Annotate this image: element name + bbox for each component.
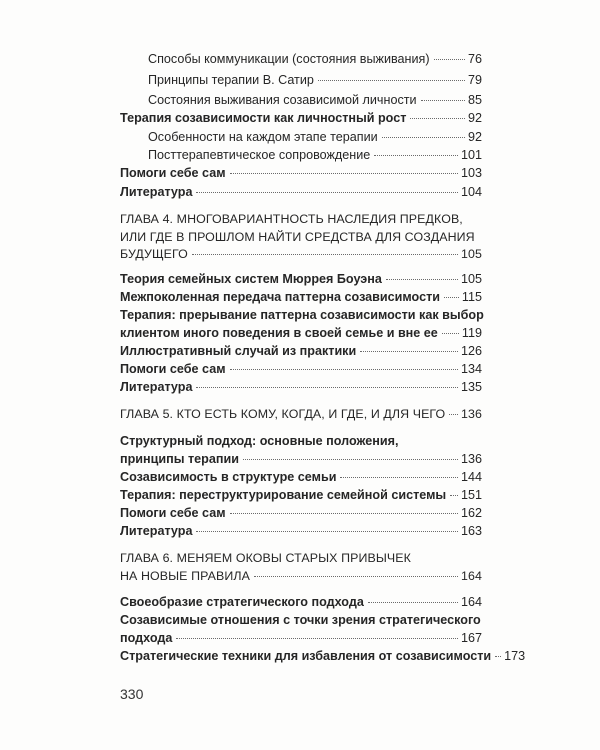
dot-leader — [421, 100, 465, 101]
toc-entry-title: Помоги себе сам — [120, 362, 226, 376]
toc-entry-page: 76 — [467, 52, 482, 66]
dot-leader — [442, 333, 459, 334]
dot-leader — [196, 531, 458, 532]
chapter-title — [120, 567, 482, 585]
toc-entry-page: 126 — [460, 344, 482, 358]
dot-leader — [386, 279, 458, 280]
toc-entry-title: Помоги себе сам — [120, 506, 226, 520]
toc-entry — [120, 183, 482, 201]
toc-entry-page: 162 — [460, 506, 482, 520]
toc-entry-title: клиентом иного поведения в своей семье и вне ее — [120, 326, 438, 340]
toc-entry — [120, 468, 482, 486]
chapter-title-text: ГЛАВА 5. КТО ЕСТЬ КОМУ, КОГДА, И ГДЕ, И ДЛЯ ЧЕГО — [120, 407, 446, 421]
toc-entry — [148, 91, 482, 109]
toc-entry-title: Созависимые отношения с точки зрения стратегического — [120, 613, 481, 627]
toc-entry — [120, 164, 482, 182]
toc-entry-page: 163 — [460, 524, 482, 538]
dot-leader — [434, 59, 465, 60]
toc-entry-title: Литература — [120, 380, 193, 394]
toc-entry-page: 135 — [460, 380, 482, 394]
dot-leader — [340, 477, 458, 478]
dot-leader — [230, 369, 458, 370]
toc-entry-title: Помоги себе сам — [120, 166, 226, 180]
dot-leader — [444, 297, 459, 298]
dot-leader — [176, 638, 458, 639]
dot-leader — [368, 602, 458, 603]
toc-entry — [120, 342, 482, 360]
page-number: 330 — [120, 686, 144, 702]
dot-leader — [196, 387, 458, 388]
toc-entry — [120, 522, 482, 540]
toc-entry-page: 103 — [460, 166, 482, 180]
toc-entry-page: 167 — [460, 631, 482, 645]
toc-entry-page: 85 — [467, 93, 482, 107]
toc-entry-page: 92 — [467, 111, 482, 125]
chapter-title-text: БУДУЩЕГО — [120, 247, 188, 261]
toc-entry-title: Посттерапевтическое сопровождение — [148, 148, 371, 162]
toc-entry — [148, 128, 482, 146]
dot-leader — [382, 137, 465, 138]
toc-entry — [148, 50, 482, 68]
toc-entry-page: 164 — [460, 595, 482, 609]
dot-leader — [449, 414, 458, 415]
toc-entry — [120, 324, 482, 342]
dot-leader — [374, 155, 458, 156]
toc-entry-title: принципы терапии — [120, 452, 239, 466]
toc-entry-title: подхода — [120, 631, 173, 645]
toc-entry-title: Теория семейных систем Мюррея Боуэна — [120, 272, 382, 286]
toc-entry-page: 115 — [461, 290, 482, 304]
dot-leader — [495, 656, 501, 657]
dot-leader — [254, 576, 458, 577]
chapter-page: 164 — [461, 569, 482, 583]
toc-entry-page: 104 — [460, 185, 482, 199]
toc-entry — [120, 486, 482, 504]
toc-entry-page: 105 — [460, 272, 482, 286]
toc-entry-title: Принципы терапии В. Сатир — [148, 73, 314, 87]
toc-entry-page: 134 — [460, 362, 482, 376]
chapter-title-text: НА НОВЫЕ ПРАВИЛА — [120, 569, 250, 583]
toc-entry-page: 92 — [467, 130, 482, 144]
toc-entry-title: Межпоколенная передача паттерна созависимости — [120, 290, 440, 304]
chapter-title — [120, 245, 482, 263]
toc-entry-title: Состояния выживания созависимой личности — [148, 93, 417, 107]
dot-leader — [230, 513, 458, 514]
toc-entry-page: 151 — [460, 488, 482, 502]
toc-entry — [120, 378, 482, 396]
toc-entry-title: Особенности на каждом этапе терапии — [148, 130, 378, 144]
toc-entry-page: 79 — [467, 73, 482, 87]
toc-entry-title: Терапия: переструктурирование семейной системы — [120, 488, 447, 502]
dot-leader — [360, 351, 458, 352]
dot-leader — [318, 80, 465, 81]
toc-entry-title: Стратегические техники для избавления от созависимости — [120, 649, 492, 663]
toc-entry-title: Способы коммуникации (состояния выживания) — [148, 52, 430, 66]
dot-leader — [196, 192, 458, 193]
toc-entry — [120, 270, 482, 288]
toc-entry — [120, 647, 526, 665]
chapter-page: 105 — [461, 247, 482, 261]
toc-entry-title: Созависимость в структуре семьи — [120, 470, 337, 484]
toc-entry — [120, 450, 482, 468]
toc-entry — [120, 504, 482, 522]
toc-entry-title: Литература — [120, 185, 193, 199]
toc-entry — [120, 288, 482, 306]
toc-entry-page: 144 — [460, 470, 482, 484]
dot-leader — [450, 495, 458, 496]
toc-entry-title: Терапия: прерывание паттерна созависимости как выбор — [120, 308, 484, 322]
toc-entry-title: Структурный подход: основные положения, — [120, 434, 399, 448]
toc-entry-page: 101 — [460, 148, 482, 162]
chapter-title: ИЛИ ГДЕ В ПРОШЛОМ НАЙТИ СРЕДСТВА ДЛЯ СОЗДАНИЯ — [120, 230, 475, 244]
toc-entry — [148, 146, 482, 164]
dot-leader — [243, 459, 458, 460]
toc-entry — [120, 629, 482, 647]
toc-entry — [148, 71, 482, 89]
toc-entry-page: 136 — [460, 452, 482, 466]
dot-leader — [230, 173, 458, 174]
chapter-page: 136 — [461, 407, 482, 421]
chapter-title — [120, 405, 482, 423]
toc-entry-title: Иллюстративный случай из практики — [120, 344, 357, 358]
dot-leader — [192, 254, 458, 255]
chapter-title: ГЛАВА 6. МЕНЯЕМ ОКОВЫ СТАРЫХ ПРИВЫЧЕК — [120, 551, 411, 565]
toc-entry-page: 119 — [461, 326, 482, 340]
chapter-title: ГЛАВА 4. МНОГОВАРИАНТНОСТЬ НАСЛЕДИЯ ПРЕДКОВ, — [120, 212, 463, 226]
toc-entry-page: 173 — [504, 649, 526, 663]
dot-leader — [410, 118, 465, 119]
toc-entry-title: Терапия созависимости как личностный рост — [120, 111, 407, 125]
toc-entry-title: Литература — [120, 524, 193, 538]
toc-entry — [120, 360, 482, 378]
toc-entry — [120, 109, 482, 127]
toc-entry — [120, 593, 482, 611]
toc-entry-title: Своеобразие стратегического подхода — [120, 595, 364, 609]
